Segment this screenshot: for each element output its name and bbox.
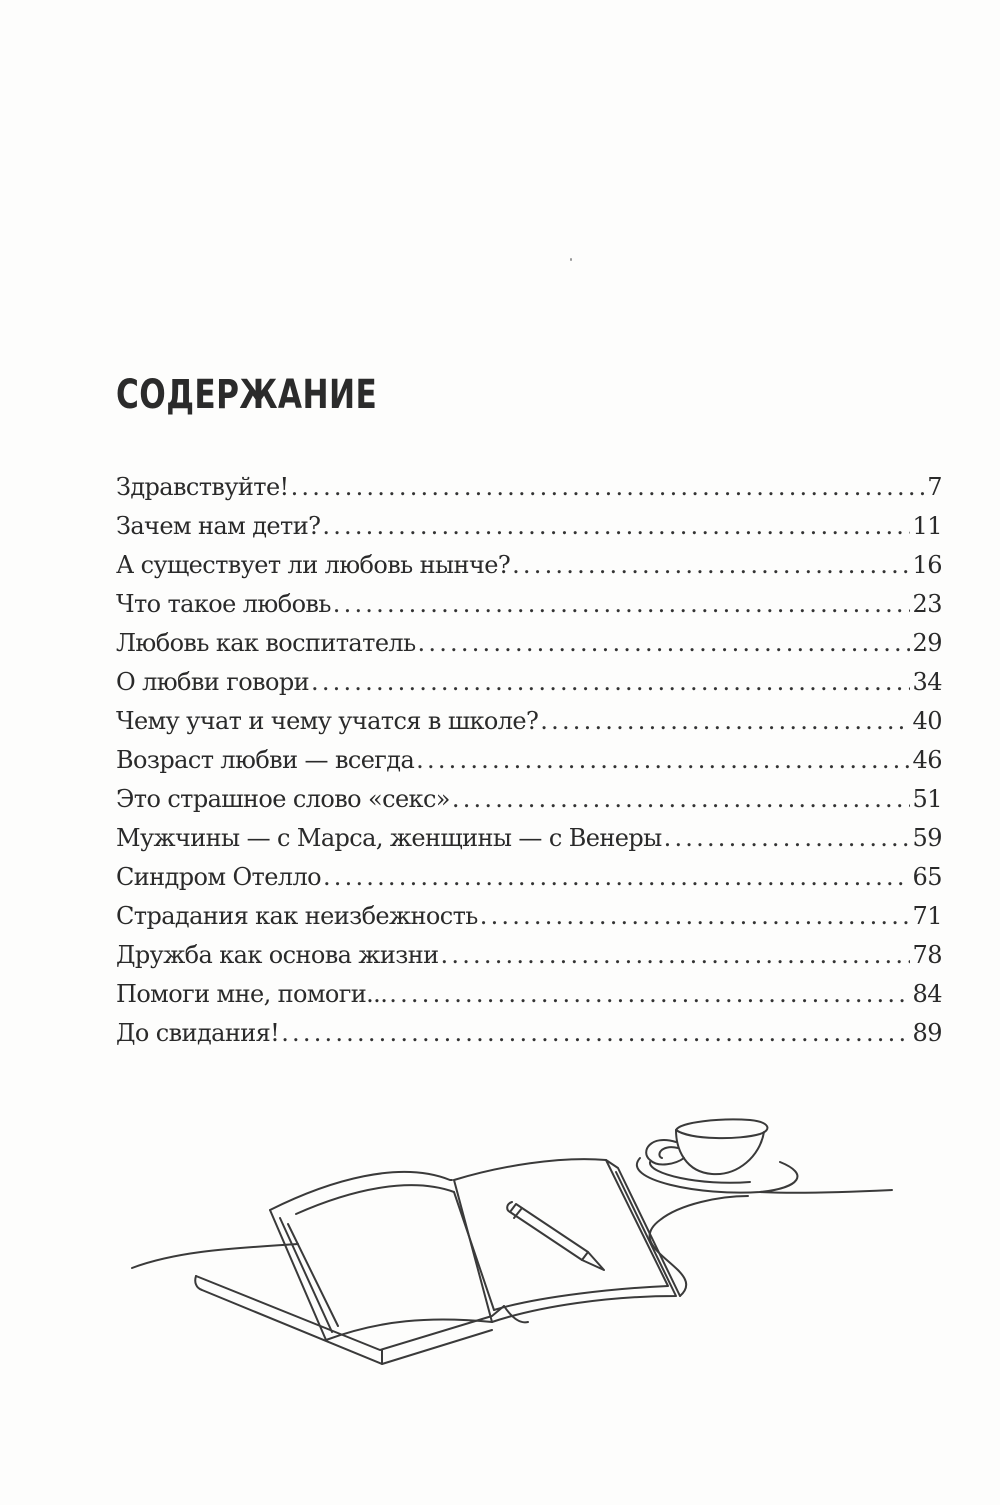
toc-entry	[116, 741, 942, 780]
toc-entry	[116, 624, 942, 663]
toc-entry-page: 34	[912, 668, 942, 696]
toc-entry-page: 51	[912, 785, 942, 813]
toc-entry	[116, 585, 942, 624]
toc-entry-page: 84	[912, 980, 942, 1008]
toc-entry	[116, 702, 942, 741]
toc-entry-title: До свидания!	[116, 1019, 280, 1047]
toc-entry-title: Мужчины — с Марса, женщины — с Венеры	[116, 824, 662, 852]
toc-entry-title: Страдания как неизбежность	[116, 902, 478, 930]
toc-entry-page: 59	[912, 824, 942, 852]
toc-dot-leader	[322, 507, 910, 546]
toc-entry	[116, 1014, 942, 1053]
toc-entry-title: Здравствуйте!	[116, 473, 289, 501]
toc-entry-page: 11	[912, 512, 942, 540]
toc-dot-leader	[452, 780, 911, 819]
toc-entry-page: 78	[912, 941, 942, 969]
toc-dot-leader	[291, 468, 926, 507]
toc-entry-title: Любовь как воспитатель	[116, 629, 416, 657]
toc-dot-leader	[540, 702, 910, 741]
toc-entry-page: 23	[912, 590, 942, 618]
toc-entry	[116, 936, 942, 975]
toc-entry-page: 29	[912, 629, 942, 657]
page-title: СОДЕРЖАНИЕ	[116, 372, 378, 418]
toc-entry	[116, 780, 942, 819]
toc-entry-title: Зачем нам дети?	[116, 512, 321, 540]
toc-entry-title: Возраст любви — всегда	[116, 746, 415, 774]
toc-entry-page: 89	[912, 1019, 942, 1047]
toc-entry	[116, 858, 942, 897]
toc-entry	[116, 468, 942, 507]
toc-dot-leader	[323, 858, 911, 897]
toc-entry-title: Это страшное слово «секс»	[116, 785, 450, 813]
toc-entry	[116, 897, 942, 936]
toc-entry	[116, 663, 942, 702]
toc-dot-leader	[512, 546, 910, 585]
toc-entry-page: 46	[912, 746, 942, 774]
toc-entry	[116, 507, 942, 546]
toc-entry-title: Чему учат и чему учатся в школе?	[116, 707, 539, 735]
toc-dot-leader	[333, 585, 911, 624]
notebook-pen-coffee-line-art-icon	[120, 1100, 900, 1380]
toc-entry-page: 65	[912, 863, 942, 891]
toc-entry	[116, 975, 942, 1014]
toc-entry	[116, 819, 942, 858]
toc-entry-title: О любви говори	[116, 668, 309, 696]
toc-dot-leader	[664, 819, 911, 858]
toc-dot-leader	[281, 1014, 910, 1053]
toc-dot-leader	[418, 624, 911, 663]
table-of-contents	[116, 468, 942, 1053]
toc-entry-title: Помоги мне, помоги...	[116, 980, 388, 1008]
toc-dot-leader	[416, 741, 910, 780]
toc-entry-page: 16	[912, 551, 942, 579]
toc-entry-page: 71	[912, 902, 942, 930]
toc-dot-leader	[441, 936, 911, 975]
toc-entry-page: 40	[912, 707, 942, 735]
toc-entry-title: Синдром Отелло	[116, 863, 321, 891]
toc-entry-title: Дружба как основа жизни	[116, 941, 439, 969]
toc-dot-leader	[480, 897, 911, 936]
toc-dot-leader	[311, 663, 910, 702]
toc-dot-leader	[389, 975, 910, 1014]
toc-entry	[116, 546, 942, 585]
toc-entry-title: Что такое любовь	[116, 590, 331, 618]
toc-entry-page: 7	[927, 473, 942, 501]
toc-entry-title: А существует ли любовь нынче?	[116, 551, 511, 579]
print-speck	[570, 258, 572, 261]
